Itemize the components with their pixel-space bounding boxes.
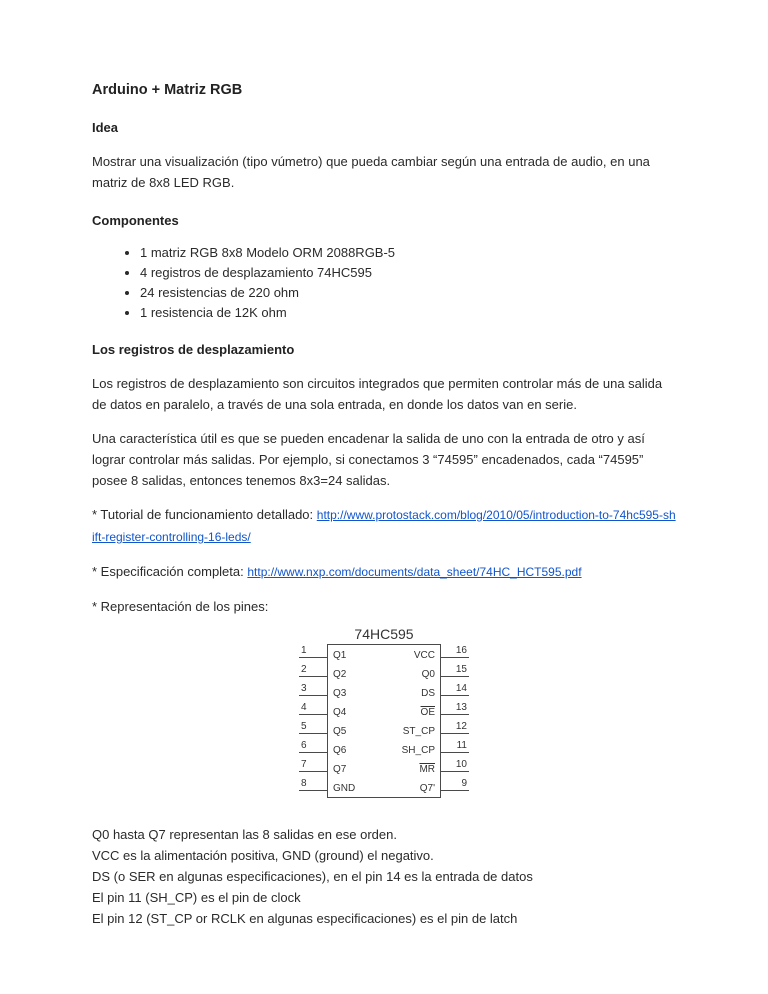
tutorial-link[interactable]: http://www.protostack.com/blog/2010/05/introduction-to-74hc595-shift-register-controlling-16-leds/ bbox=[92, 508, 676, 544]
notes-line: El pin 11 (SH_CP) es el pin de clock bbox=[92, 890, 301, 905]
chip-row bbox=[328, 664, 440, 683]
pin-number: 6 bbox=[301, 740, 307, 751]
pin-number: 9 bbox=[461, 778, 467, 789]
pin-label: ST_CP bbox=[402, 726, 435, 737]
pin-number: 15 bbox=[455, 664, 467, 675]
paragraph-tutorial bbox=[92, 504, 676, 548]
chip-pins-right bbox=[441, 644, 469, 798]
section-heading-idea: Idea bbox=[92, 120, 119, 135]
pin-label: $\overline{MR}$ bbox=[419, 764, 435, 775]
chip-pins-left bbox=[299, 644, 327, 798]
pin-label: VCC bbox=[413, 650, 435, 661]
pin-label: Q2 bbox=[333, 669, 347, 680]
doc-title: Arduino + Matriz RGB bbox=[92, 82, 243, 98]
pin-label: Q7' bbox=[419, 783, 435, 794]
pin-stub-left bbox=[299, 701, 327, 720]
chip-diagram bbox=[299, 625, 469, 798]
pin-label: GND bbox=[333, 783, 356, 794]
chip-title: 74HC595 bbox=[354, 626, 414, 642]
pin-label: Q4 bbox=[333, 707, 347, 718]
tutorial-label: * Tutorial de funcionamiento detallado: bbox=[92, 507, 317, 522]
notes-line: VCC es la alimentación positiva, GND (ground) el negativo. bbox=[92, 848, 434, 863]
pin-label: Q5 bbox=[333, 726, 347, 737]
pin-stub-left bbox=[299, 758, 327, 777]
list-item: • 1 resistencia de 12K ohm bbox=[140, 303, 676, 322]
pin-notes bbox=[92, 824, 676, 929]
notes-line: Q0 hasta Q7 representan las 8 salidas en ese orden. bbox=[92, 827, 397, 842]
pin-label: Q3 bbox=[333, 688, 347, 699]
component-list bbox=[92, 243, 676, 322]
pin-label: Q1 bbox=[333, 650, 347, 661]
pin-number: 1 bbox=[301, 645, 307, 656]
pin-label: DS bbox=[421, 688, 435, 699]
spec-label: * Especificación completa: bbox=[92, 564, 248, 579]
paragraph-idea: Mostrar una visualización (tipo vúmetro) que pueda cambiar según una entrada de audio, en una matriz de 8x8 LED RGB. bbox=[92, 154, 650, 190]
pin-stub-right bbox=[441, 701, 469, 720]
chip-row bbox=[328, 683, 440, 702]
list-item: • 1 matriz RGB 8x8 Modelo ORM 2088RGB-5 bbox=[140, 243, 676, 262]
pin-number: 13 bbox=[455, 702, 467, 713]
pin-stub-right bbox=[441, 758, 469, 777]
pin-number: 12 bbox=[455, 721, 467, 732]
pin-stub-right bbox=[441, 720, 469, 739]
pin-stub-right bbox=[441, 663, 469, 682]
pin-label: $\overline{OE}$ bbox=[420, 707, 435, 718]
chip-row bbox=[328, 721, 440, 740]
pin-number: 7 bbox=[301, 759, 307, 770]
spec-link[interactable]: http://www.nxp.com/documents/data_sheet/74HC_HCT595.pdf bbox=[247, 565, 582, 579]
notes-line: El pin 12 (ST_CP or RCLK en algunas especificaciones) es el pin de latch bbox=[92, 911, 518, 926]
pin-number: 10 bbox=[455, 759, 467, 770]
pin-stub-left bbox=[299, 644, 327, 663]
pin-stub-right bbox=[441, 739, 469, 758]
chip-row bbox=[328, 740, 440, 759]
pin-stub-left bbox=[299, 777, 327, 796]
chip-package bbox=[327, 644, 441, 798]
pin-stub-right bbox=[441, 777, 469, 796]
paragraph-registros-1: Los registros de desplazamiento son circuitos integrados que permiten controlar más de una salida de datos en paralelo, a través de una sola entrada, en donde los datos van en serie. bbox=[92, 376, 663, 412]
pin-stub-right bbox=[441, 682, 469, 701]
pin-label: Q7 bbox=[333, 764, 347, 775]
section-heading-registros: Los registros de desplazamiento bbox=[92, 342, 295, 357]
list-item: • 4 registros de desplazamiento 74HC595 bbox=[140, 263, 676, 282]
pin-stub-left bbox=[299, 739, 327, 758]
pin-number: 14 bbox=[455, 683, 467, 694]
chip-row bbox=[328, 702, 440, 721]
pin-stub-right bbox=[441, 644, 469, 663]
pin-number: 2 bbox=[301, 664, 307, 675]
pin-label: SH_CP bbox=[401, 745, 435, 756]
chip-row bbox=[328, 759, 440, 778]
paragraph-registros-2: Una característica útil es que se pueden encadenar la salida de uno con la entrada de otro y así lograr controlar más salidas. Por ejemplo, si conectamos 3 “74595” encadenados, cada “74595” posee 8 salidas, entonces tenemos 8x3=24 salidas. bbox=[92, 431, 645, 488]
paragraph-spec bbox=[92, 561, 676, 583]
notes-line: DS (o SER en algunas especificaciones), en el pin 14 es la entrada de datos bbox=[92, 869, 533, 884]
chip-row bbox=[328, 778, 440, 797]
chip-body bbox=[299, 644, 469, 798]
pin-stub-left bbox=[299, 663, 327, 682]
section-heading-componentes: Componentes bbox=[92, 213, 179, 228]
pin-number: 4 bbox=[301, 702, 307, 713]
pin-number: 3 bbox=[301, 683, 307, 694]
pin-number: 8 bbox=[301, 778, 307, 789]
pin-number: 16 bbox=[455, 645, 467, 656]
list-item: • 24 resistencias de 220 ohm bbox=[140, 283, 676, 302]
pin-stub-left bbox=[299, 720, 327, 739]
pin-label: Q6 bbox=[333, 745, 347, 756]
pin-number: 5 bbox=[301, 721, 307, 732]
pin-label: Q0 bbox=[421, 669, 435, 680]
pin-stub-left bbox=[299, 682, 327, 701]
pin-number: 11 bbox=[456, 740, 467, 751]
chip-row bbox=[328, 645, 440, 664]
paragraph-pines: * Representación de los pines: bbox=[92, 599, 269, 614]
